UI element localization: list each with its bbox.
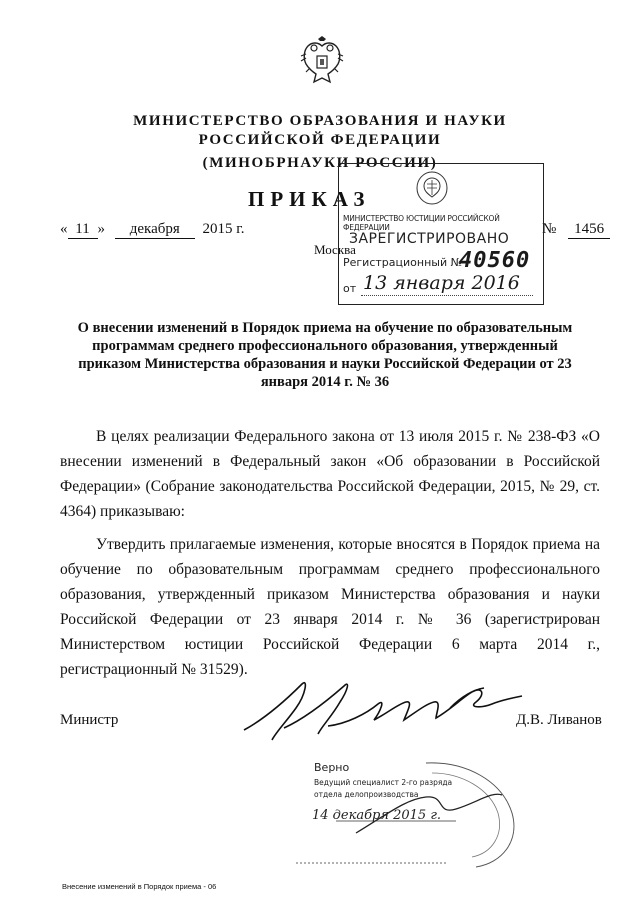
stamp-date-line bbox=[361, 295, 533, 296]
order-number-value: 1456 bbox=[568, 221, 610, 239]
stamp-ministry-of-justice: МИНИСТЕРСТВО ЮСТИЦИИ РОССИЙСКОЙ ФЕДЕРАЦИИ bbox=[343, 214, 500, 232]
order-date: « 11 » декабря 2015 г. bbox=[60, 221, 245, 237]
order-number-label: № bbox=[542, 221, 557, 237]
body-paragraph-2: Утвердить прилагаемые изменения, которые вносятся в Порядок приема на обучение по образовательным программам среднего профессионального образования, утвержденный приказом Министерства образования и науки Российской Федерации от 23 января 2014 г. № 36 (зарегистрирован Министерством юстиции Российской Федерации 6 марта 2014 г., регистрационный № 31529). bbox=[60, 536, 600, 678]
signatory-position: Министр bbox=[60, 712, 119, 728]
order-city: Москва bbox=[314, 242, 356, 257]
document-footer: Внесение изменений в Порядок приема - 06 bbox=[62, 882, 217, 891]
verified-date: 14 декабря 2015 г. bbox=[312, 808, 442, 823]
stamp-emblem-icon bbox=[415, 170, 449, 206]
ministry-name-line1: МИНИСТЕРСТВО ОБРАЗОВАНИЯ И НАУКИ bbox=[133, 113, 507, 129]
order-title: ПРИКАЗ bbox=[248, 187, 371, 211]
stamp-date-prefix: от bbox=[343, 282, 357, 295]
verified-title: Верно bbox=[314, 761, 350, 774]
order-day: 11 bbox=[68, 221, 98, 239]
order-month: декабря bbox=[115, 221, 195, 239]
ministry-short-name: (МИНОБРНАУКИ РОССИИ) bbox=[202, 155, 438, 171]
stamp-reg-number: 40560 bbox=[459, 248, 531, 273]
ministry-name-line2: РОССИЙСКОЙ ФЕДЕРАЦИИ bbox=[198, 132, 442, 148]
coat-of-arms-emblem-icon bbox=[300, 36, 344, 90]
stamp-date-handwritten: 13 января 2016 bbox=[363, 272, 520, 294]
stamp-reg-label: Регистрационный № bbox=[343, 256, 463, 269]
verified-position-line2: отдела делопроизводства bbox=[314, 790, 419, 799]
body-paragraph-1: В целях реализации Федерального закона от 13 июля 2015 г. № 238-ФЗ «О внесении изменений в Федеральный закон «Об образовании в Российской Федерации» (Собрание законодательства Российской Федерации, 2015, № 29, ст. 4364) приказываю: bbox=[60, 428, 600, 520]
verified-copy-stamp bbox=[296, 755, 526, 870]
minister-signature bbox=[236, 668, 526, 746]
stamp-registered: ЗАРЕГИСТРИРОВАНО bbox=[349, 231, 510, 247]
signatory-name: Д.В. Ливанов bbox=[516, 712, 602, 728]
verified-position-line1: Ведущий специалист 2-го разряда bbox=[314, 778, 453, 787]
registration-stamp bbox=[338, 163, 544, 305]
order-year: 2015 г. bbox=[202, 221, 245, 237]
order-number bbox=[542, 221, 610, 239]
order-subject: О внесении изменений в Порядок приема на обучение по образовательным программам среднего профессионального образования, утвержденный приказом Министерства образования и науки Российской Федерации от 23 января 2014 г. № 36 bbox=[77, 320, 573, 390]
